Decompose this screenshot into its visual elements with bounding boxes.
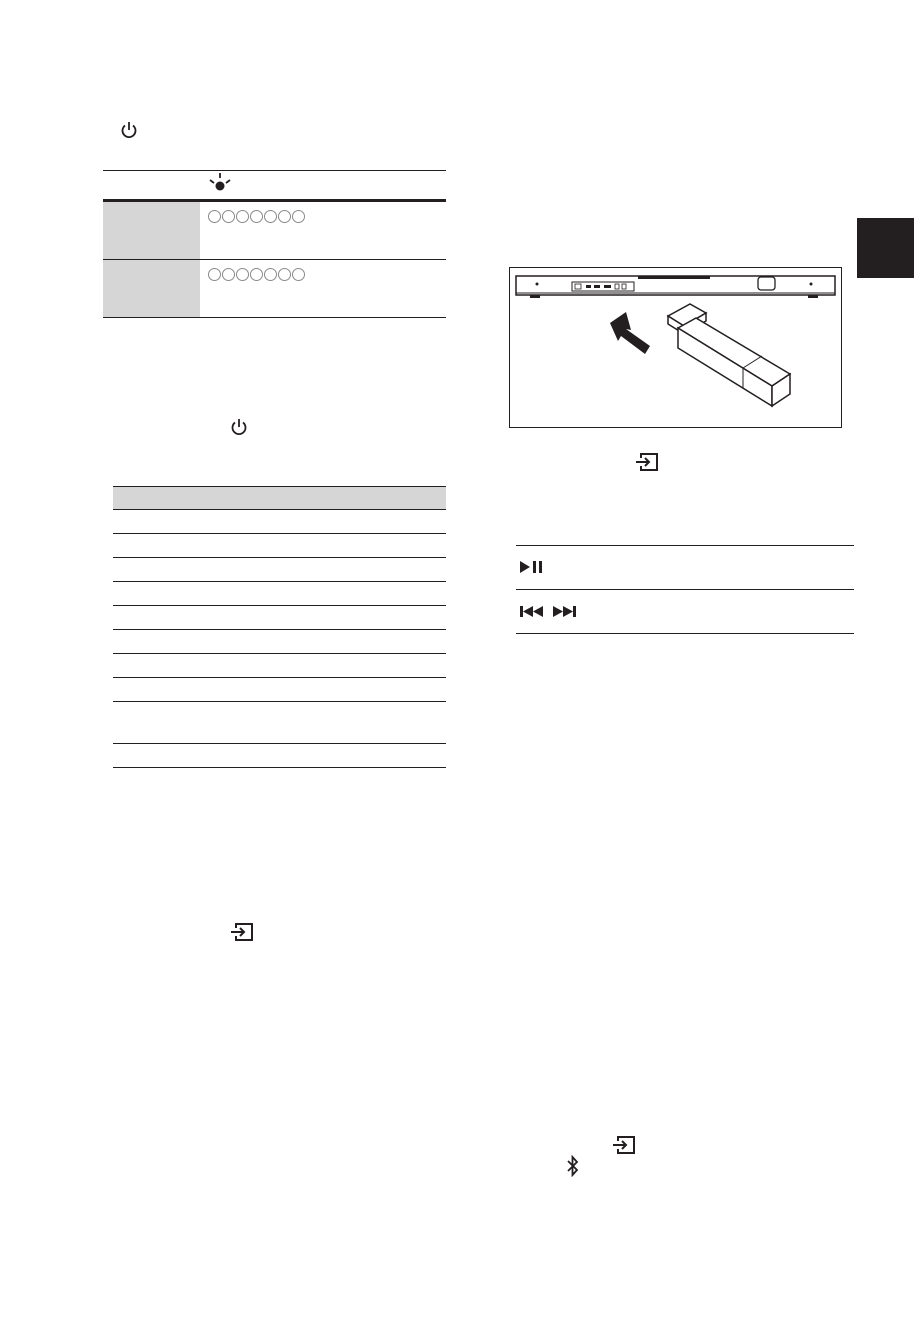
list-table-row <box>113 606 446 630</box>
list-table-row <box>113 558 446 582</box>
language-tab-marker <box>857 218 914 278</box>
list-table-header <box>113 486 446 510</box>
list-table-row <box>113 630 446 654</box>
list-table-row <box>113 744 446 768</box>
skip-row <box>516 590 854 634</box>
list-table-row <box>113 510 446 534</box>
indicator-dots <box>208 210 305 223</box>
next-icon <box>551 605 577 618</box>
indicator-dots <box>208 268 305 281</box>
list-table-row <box>113 702 446 744</box>
previous-icon <box>519 605 545 618</box>
usb-insertion-illustration <box>509 267 842 428</box>
list-table-row <box>113 534 446 558</box>
play-pause-row <box>516 546 854 590</box>
input-select-icon <box>612 1135 636 1155</box>
list-table-row <box>113 654 446 678</box>
input-select-icon <box>230 922 254 942</box>
indicator-table-header <box>103 170 446 202</box>
indicator-table <box>103 170 446 318</box>
playback-controls-table <box>516 545 854 634</box>
bluetooth-icon <box>567 1155 579 1177</box>
indicator-table-row <box>103 202 446 260</box>
settings-list-table <box>113 486 446 768</box>
list-table-row <box>113 678 446 702</box>
list-table-row <box>113 582 446 606</box>
play-pause-icon <box>519 560 545 574</box>
indicator-led-icon <box>207 173 233 193</box>
indicator-table-row <box>103 260 446 318</box>
input-select-icon <box>635 452 659 472</box>
power-icon <box>120 121 138 139</box>
power-icon <box>230 418 248 436</box>
